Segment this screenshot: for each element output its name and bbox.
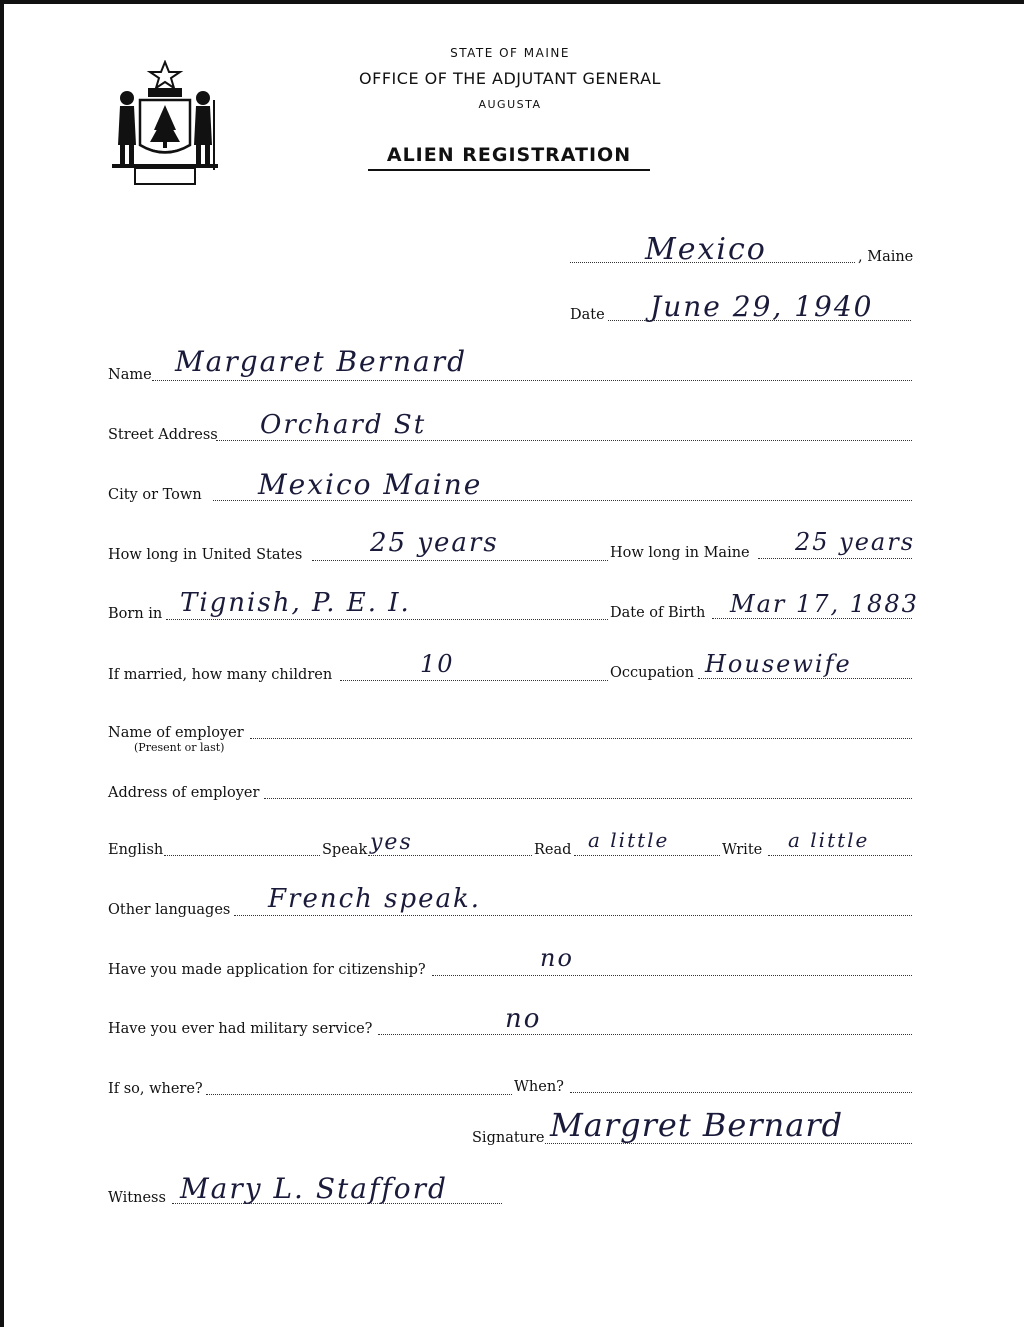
signature-value: Margret Bernard xyxy=(550,1106,844,1144)
employer-address-label: Address of employer xyxy=(108,785,260,801)
header-office: OFFICE OF THE ADJUTANT GENERAL xyxy=(359,69,661,88)
street-label: Street Address xyxy=(108,427,218,443)
write-line xyxy=(768,855,912,856)
children-line xyxy=(340,680,608,681)
name-value: Margaret Bernard xyxy=(175,345,468,378)
years-maine-label: How long in Maine xyxy=(610,545,750,561)
employer-label: Name of employer xyxy=(108,725,244,741)
dob-value: Mar 17, 1883 xyxy=(730,590,919,618)
name-label: Name xyxy=(108,367,152,383)
write-value: a little xyxy=(788,828,870,852)
witness-value: Mary L. Stafford xyxy=(180,1172,448,1205)
where-line xyxy=(206,1094,512,1095)
english-label: English xyxy=(108,842,164,858)
born-label: Born in xyxy=(108,606,163,622)
header-state: STATE OF MAINE xyxy=(450,46,570,60)
other-languages-line xyxy=(234,915,912,916)
military-value: no xyxy=(505,1004,542,1034)
signature-label: Signature xyxy=(472,1130,545,1146)
military-label: Have you ever had military service? xyxy=(108,1021,373,1037)
city-label: City or Town xyxy=(108,487,202,503)
years-us-value: 25 years xyxy=(370,528,499,558)
read-value: a little xyxy=(588,828,670,852)
years-maine-line xyxy=(758,558,912,559)
speak-line xyxy=(368,855,532,856)
citizenship-line xyxy=(432,975,912,976)
when-label: When? xyxy=(514,1079,564,1095)
speak-label: Speak xyxy=(322,842,368,858)
employer-sublabel: (Present or last) xyxy=(134,741,225,754)
years-us-line xyxy=(312,560,608,561)
form-title: ALIEN REGISTRATION xyxy=(368,144,650,171)
citizenship-value: no xyxy=(540,944,574,972)
when-line xyxy=(570,1092,912,1093)
employer-address-line xyxy=(264,798,912,799)
dob-label: Date of Birth xyxy=(610,605,706,621)
occupation-value: Housewife xyxy=(705,650,852,678)
state-label: , Maine xyxy=(858,249,914,265)
occupation-line xyxy=(698,678,912,679)
years-maine-value: 25 years xyxy=(795,528,916,556)
name-line xyxy=(152,380,912,381)
write-label: Write xyxy=(722,842,763,858)
witness-label: Witness xyxy=(108,1190,166,1206)
state-seal-icon xyxy=(110,60,220,190)
years-us-label: How long in United States xyxy=(108,547,303,563)
born-line xyxy=(166,619,608,620)
employer-line xyxy=(250,738,912,739)
born-value: Tignish, P. E. I. xyxy=(180,588,411,618)
other-languages-label: Other languages xyxy=(108,902,231,918)
speak-value: yes xyxy=(370,830,413,855)
citizenship-label: Have you made application for citizenship? xyxy=(108,962,426,978)
town-value: Mexico xyxy=(645,232,767,267)
occupation-label: Occupation xyxy=(610,665,694,681)
children-value: 10 xyxy=(420,650,455,678)
read-label: Read xyxy=(534,842,572,858)
city-value: Mexico Maine xyxy=(258,468,483,501)
header-city: AUGUSTA xyxy=(478,98,542,111)
date-value: June 29, 1940 xyxy=(650,290,874,323)
military-line xyxy=(378,1034,912,1035)
date-label: Date xyxy=(570,307,605,323)
street-value: Orchard St xyxy=(260,410,427,440)
children-label: If married, how many children xyxy=(108,667,333,683)
english-line xyxy=(164,855,320,856)
where-label: If so, where? xyxy=(108,1081,203,1097)
read-line xyxy=(574,855,720,856)
other-languages-value: French speak. xyxy=(268,884,482,914)
street-line xyxy=(216,440,912,441)
dob-line xyxy=(712,618,912,619)
